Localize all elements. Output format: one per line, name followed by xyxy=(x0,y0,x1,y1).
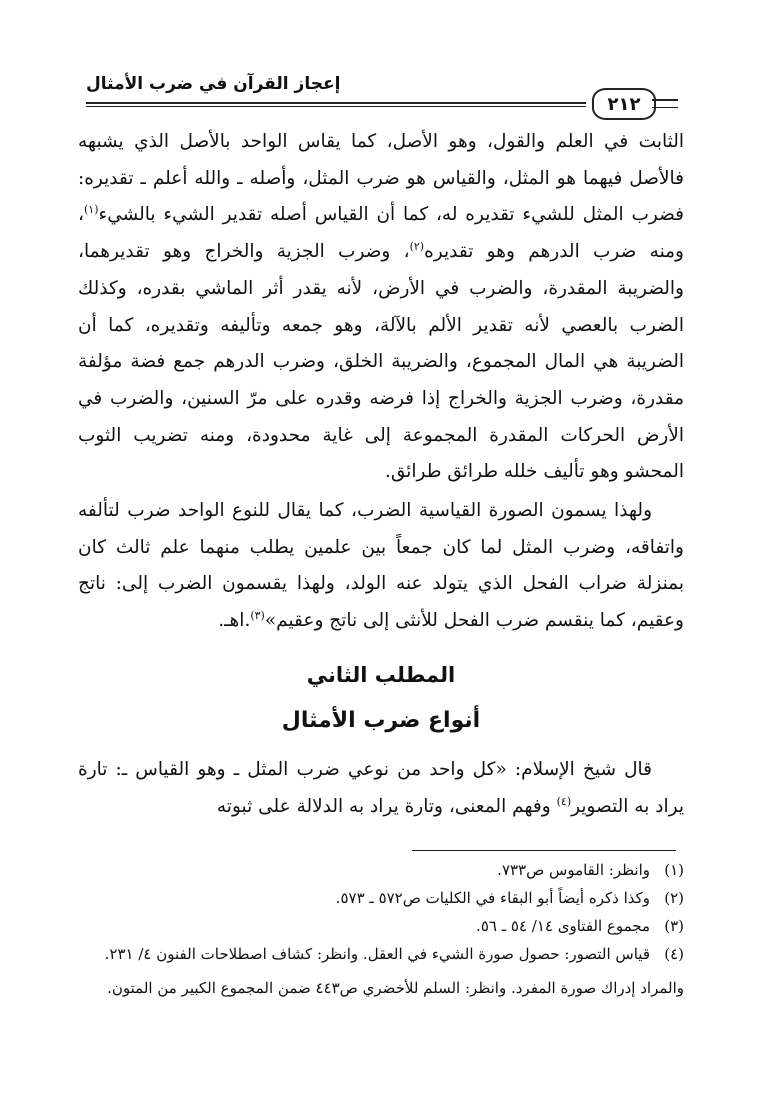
page-number-ornament xyxy=(652,99,678,108)
footnote-ref[interactable]: (٣) xyxy=(250,608,265,622)
main-text xyxy=(78,124,684,640)
footnote-number: (٢) xyxy=(664,889,684,907)
section-title: أنواع ضرب الأمثال xyxy=(281,708,481,733)
paragraph-text: ولهذا يسمون الصورة القياسية الضرب، كما يقال للنوع الواحد ضرب لتألفه واتفاقه، وضرب المثل لما كان جمعاً بين علمين يطلب منهما علم ثالث كان بمنزلة ضراب الفحل الذي يتولد عنه الولد، ولهذا يقسمون الضرب إلى: ناتج وعقيم، كما ينقسم ضرب الفحل للأنثى إلى ناتج وعقيم» xyxy=(78,500,684,632)
footnote xyxy=(78,940,684,968)
footnote-text: وانظر: القاموس ص٧٣٣. xyxy=(497,861,650,879)
footnote-rule xyxy=(412,850,676,851)
footnote-text: مجموع الفتاوى ١٤/ ٥٤ ـ ٥٦. xyxy=(476,917,650,935)
footnote-ref[interactable]: (٤) xyxy=(556,794,572,808)
section-label: المطلب الثاني xyxy=(306,663,456,687)
header-rule xyxy=(86,102,586,104)
paragraph-text: ، وضرب الجزية والخراج وهو تقديرهما، والضريبة المقدرة، والضرب في الأرض، لأنه يقدر أثر الماشي بقدره، وكذلك الضرب بالعصي لأنه تقدير الألم بالآلة، وهو جمعه وتأليفه وتقديره، كما أن الضريبة هي المال المجموع، والضريبة الخلق، وضرب الدرهم جمع فضة مؤلفة مقدرة، وضرب الجزية والخراج إذا فرضه وقدره على مرّ السنين، والضرب في الأرض الحركات المقدرة المجموعة إلى غاية محدودة، ومنه تضريب الثوب المحشو وهو تأليف خلله طرائق طرائق. xyxy=(78,241,684,483)
footnote xyxy=(78,912,684,940)
footnote-ref[interactable]: (٢) xyxy=(409,239,425,253)
footnote-text: وكذا ذكره أيضاً أبو البقاء في الكليات ص٥٧٢ ـ ٥٧٣. xyxy=(335,889,650,907)
paragraph-text: وفهم المعنى، وتارة يراد به الدلالة على ثبوته xyxy=(216,795,557,817)
footnote xyxy=(78,856,684,884)
main-text-continued xyxy=(78,752,684,825)
header-rule-thin xyxy=(86,106,586,107)
running-title-text: إعجاز القرآن في ضرب الأمثال xyxy=(86,74,341,94)
footnote-number: (٣) xyxy=(664,917,684,935)
page-number: ٢١٢ xyxy=(592,88,656,120)
paragraph-text: .اهـ. xyxy=(218,610,251,632)
footnote xyxy=(78,884,684,912)
paragraph xyxy=(78,752,684,825)
paragraph-text: ، ومنه ضرب الدرهم وهو تقديره xyxy=(78,204,684,263)
paragraph-text: قال شيخ الإسلام: «كل واحد من نوعي ضرب المثل ـ وهو القياس ـ: تارة يراد به التصوير xyxy=(78,759,684,817)
paragraph xyxy=(78,493,684,640)
footnote-text: قياس التصور: حصول صورة الشيء في العقل. وانظر: كشاف اصطلاحات الفنون ٤/ ٢٣١. xyxy=(104,945,650,963)
paragraph xyxy=(78,124,684,491)
footnote-continuation: والمراد إدراك صورة المفرد. وانظر: السلم للأخضري ص٤٤٣ ضمن المجموع الكبير من المتون. xyxy=(107,979,684,997)
footnote-ref[interactable]: (١) xyxy=(83,203,99,217)
footnote-number: (١) xyxy=(664,861,684,879)
footnote-number: (٤) xyxy=(664,945,684,963)
footnotes xyxy=(78,856,684,1002)
paragraph-text: الثابت في العلم والقول، وهو الأصل، كما يقاس الواحد بالأصل الذي يشبهه فالأصل فيهما هو المثل، والقياس هو ضرب المثل، وأصله ـ والله أعلم ـ تقديره: فضرب المثل للشيء تقديره له، كما أن القياس أصله تقدير الشيء بالشيء xyxy=(78,131,684,226)
